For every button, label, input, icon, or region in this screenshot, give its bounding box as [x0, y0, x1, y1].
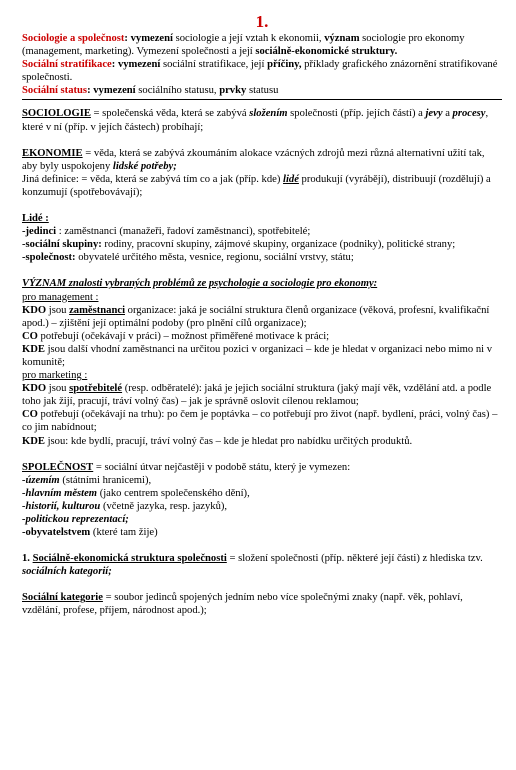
management-kde: KDE jsou další vhodní zaměstnanci na určitou pozici v organizaci – kde je hledat v organizaci nebo mimo ni v komunitě; — [22, 343, 493, 368]
spolecnost-item-obyvatelstvo: -obyvatelstvem (které tam žije) — [22, 527, 158, 539]
spolecnost-item-politika: -politickou reprezentací; — [22, 514, 129, 525]
intro-block — [22, 32, 502, 100]
section-heading-lide: Lidé : — [22, 213, 49, 225]
page-number: 1. — [255, 12, 269, 31]
intro-line-stratifikace: Sociální stratifikace: vymezení sociální stratifikace, její příčiny, příklady grafického znázornění stratifikované společnosti. — [22, 59, 498, 84]
marketing-kdo: KDO jsou spotřebitelé (resp. odběratelé): jaká je jejich sociální struktura (jaký mají věk, vzdělání atd. a podle toho jak žijí, pracují, tráví volný čas) – jak je správně oslovit cílenou reklamou; — [22, 383, 492, 408]
lide-item-spolecnost: -společnost: obyvatelé určitého města, vesnice, regionu, sociální vrstvy, státu; — [22, 252, 354, 264]
definition-struktura: 1. Sociálně-ekonomická struktura společnosti = složení společnosti (příp. některé její části) z hlediska tzv. sociálních kategorií; — [22, 553, 483, 578]
subheading-management: pro management : — [22, 291, 99, 303]
definition-sociologie: SOCIOLOGIE = společenská věda, která se zabývá složením společnosti (příp. jejích částí) a jevy a procesy, které v ní (příp. v jejích částech) probíhají; — [22, 108, 489, 133]
spolecnost-item-uzemi: -územím (státními hranicemi), — [22, 474, 152, 486]
marketing-co: CO potřebují (očekávají na trhu): po čem je poptávka – co potřebují pro život (např. bydlení, práci, volný čas) – co jim nabídnout; — [22, 409, 498, 434]
intro-line-status: Sociální status: vymezení sociálního statusu, prvky statusu — [22, 85, 279, 97]
lide-item-jedinci: -jedinci : zaměstnanci (manažeři, řadoví zaměstnanci), spotřebitelé; — [22, 226, 311, 238]
section-heading-vyznam: VÝZNAM znalosti vybraných problémů ze psychologie a sociologie pro ekonomy: — [22, 278, 378, 290]
spolecnost-item-historie: -historií, kulturou (včetně jazyka, resp. jazyků), — [22, 500, 228, 512]
definition-ekonomie-alt: Jiná definice: = věda, která se zabývá tím co a jak (příp. kde) lidé produkují (vyrábějí), distribuují (rozdělují) a konzumují (spotřebovávají); — [22, 173, 491, 198]
intro-line-sociologie: Sociologie a společnost: vymezení sociologie a její vztah k ekonomii, význam sociologie pro ekonomy (management, marketing). Vymezení společnosti a její sociálně-ekonomické struktury. — [22, 33, 465, 58]
management-kdo: KDO jsou zaměstnanci organizace: jaká je sociální struktura členů organizace (věková, profesní, kvalifikační apod.) – zjištění její optimální podoby (pro plnění cílů organizace); — [22, 304, 490, 329]
definition-kategorie: Sociální kategorie = soubor jedinců spojených jedním nebo více společnými znaky (např. věk, pohlaví, vzdělání, profese, příjem, národnost apod.); — [22, 592, 463, 617]
lide-item-skupiny: -sociální skupiny: rodiny, pracovní skupiny, zájmové skupiny, organizace (podniky), politické strany; — [22, 239, 456, 251]
spolecnost-item-mesto: -hlavním městem (jako centrem společenského dění), — [22, 487, 250, 499]
definition-ekonomie: EKONOMIE = věda, která se zabývá zkoumáním alokace vzácných zdrojů mezi různá alternativní užití tak, aby byly uspokojeny lidské potřeby; — [22, 147, 485, 172]
subheading-marketing: pro marketing : — [22, 370, 88, 382]
management-co: CO potřebují (očekávají v práci) – možnost přiměřené motivace k práci; — [22, 330, 330, 342]
definition-spolecnost: SPOLEČNOST = sociální útvar nejčastěji v podobě státu, který je vymezen: — [22, 461, 351, 473]
marketing-kde: KDE jsou: kde bydlí, pracují, tráví volný čas – kde je hledat pro nabídku určitých produktů. — [22, 435, 413, 447]
